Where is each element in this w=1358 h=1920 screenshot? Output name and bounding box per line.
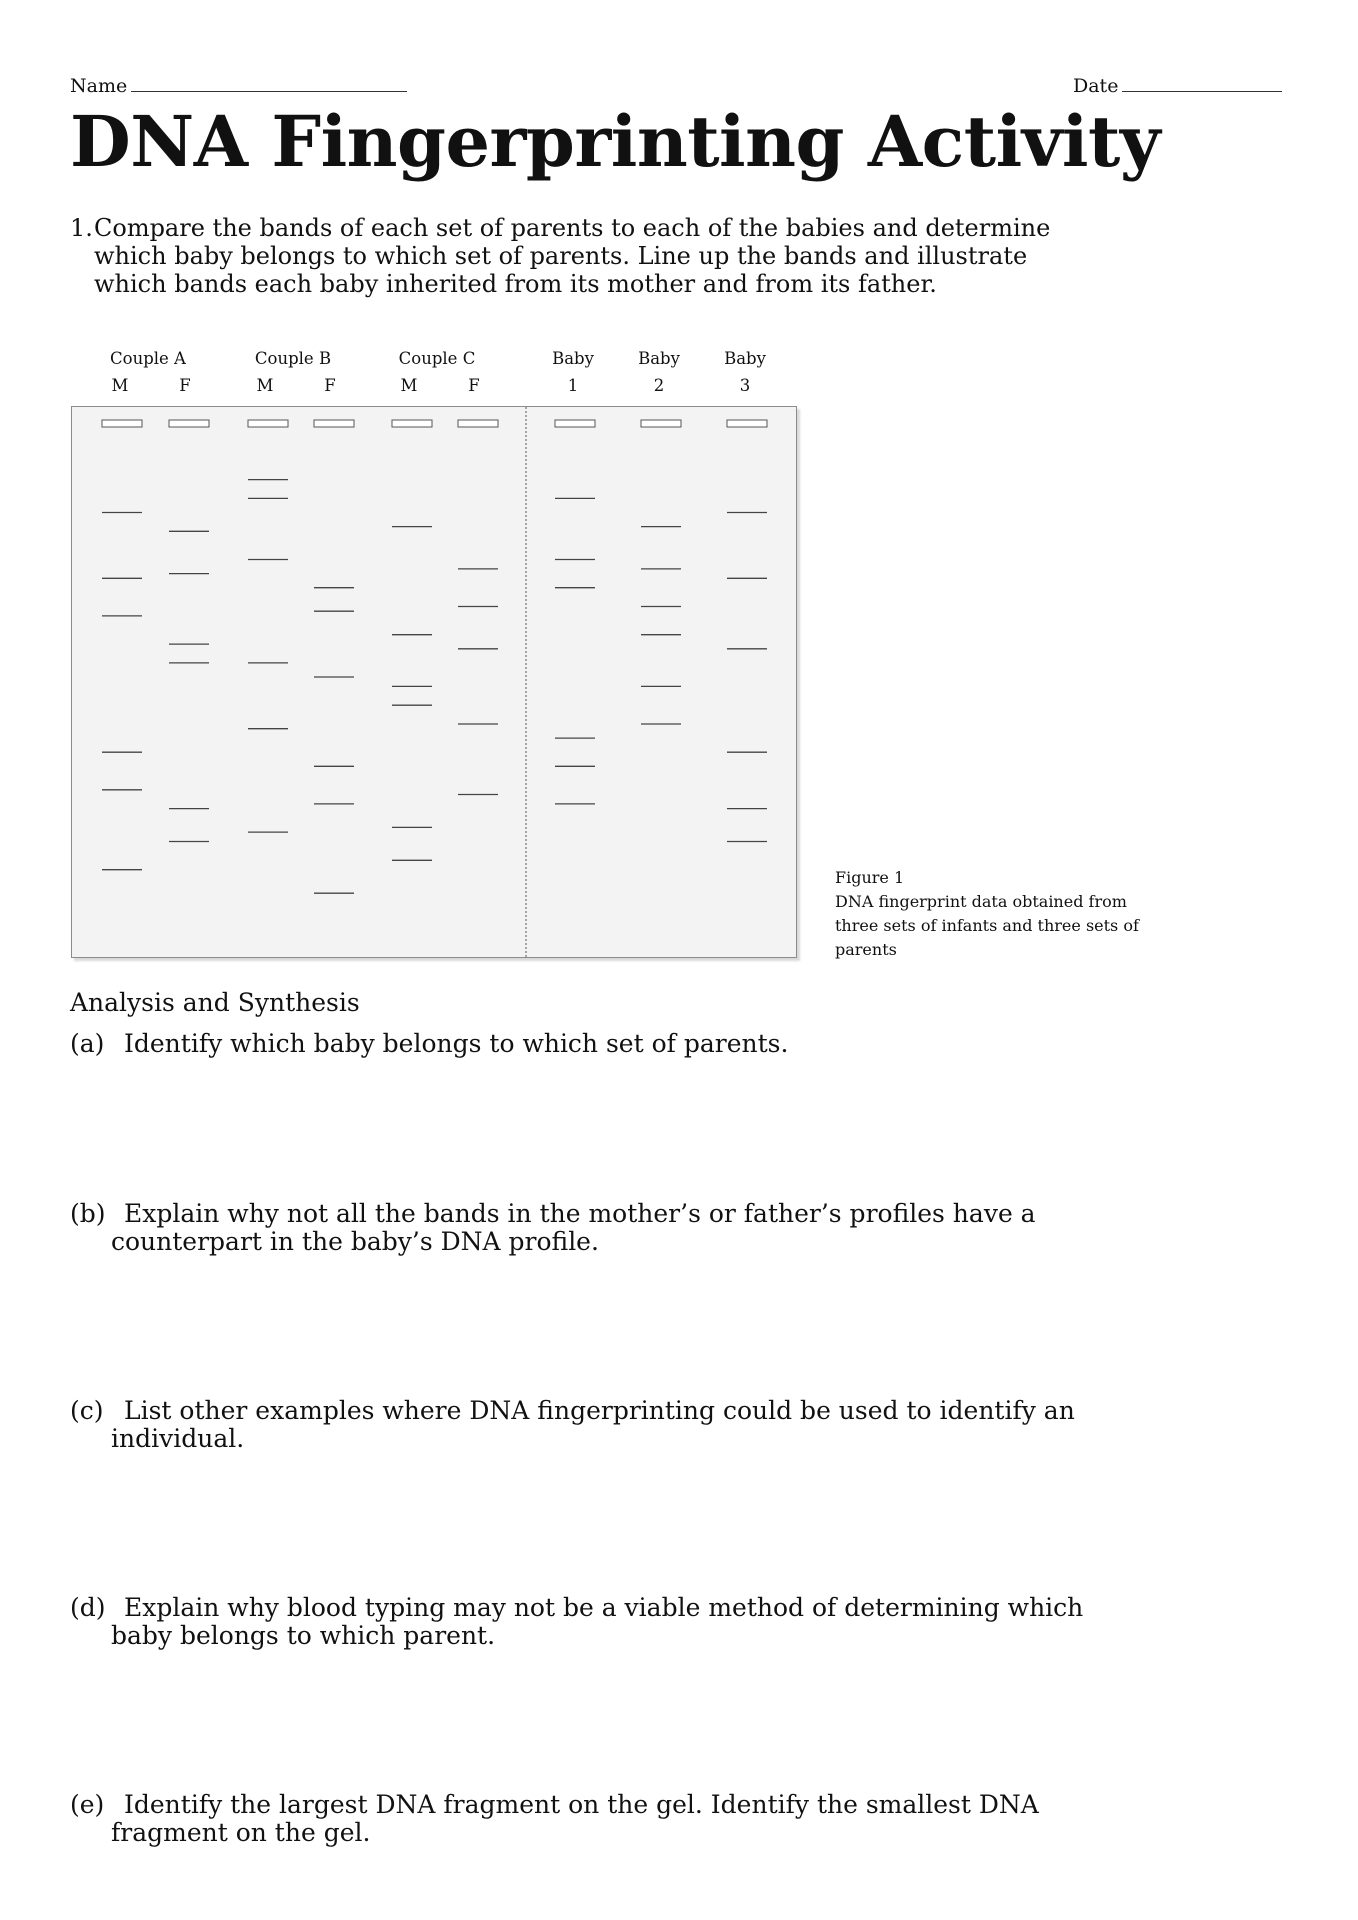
date-field[interactable] <box>1073 75 1282 97</box>
question-b-line-2: counterpart in the baby’s DNA profile. <box>111 1227 599 1256</box>
lane-label-a-f: F <box>179 376 191 395</box>
question-e-line-2: fragment on the gel. <box>111 1818 371 1847</box>
lane-label-baby-1: 1 <box>567 376 579 395</box>
caption-line-4: parents <box>835 940 897 959</box>
date-blank[interactable] <box>1122 90 1282 92</box>
question-e <box>70 1791 1150 1847</box>
question-d-label: (d) <box>70 1593 106 1622</box>
group-label-couple-a: Couple A <box>110 349 186 368</box>
well-c-m <box>392 420 432 427</box>
question-d <box>70 1594 1150 1650</box>
gel-figure <box>71 406 797 958</box>
caption-line-3: three sets of infants and three sets of <box>835 916 1139 935</box>
question-1-number: 1. <box>70 214 93 242</box>
caption-line-2: DNA fingerprint data obtained from <box>835 892 1127 911</box>
lane-label-baby-2: 2 <box>653 376 665 395</box>
name-field[interactable] <box>70 75 407 97</box>
question-b <box>70 1200 1150 1256</box>
question-b-label: (b) <box>70 1199 106 1228</box>
lane-label-baby-3: 3 <box>739 376 751 395</box>
question-e-line-1: Identify the largest DNA fragment on the gel. Identify the smallest DNA <box>124 1790 1039 1819</box>
question-c-line-2: individual. <box>111 1424 245 1453</box>
group-label-baby-1: Baby <box>552 349 594 368</box>
group-label-couple-b: Couple B <box>254 349 332 368</box>
lane-label-b-f: F <box>324 376 336 395</box>
gel-svg <box>72 407 796 957</box>
page-title: DNA Fingerprinting Activity <box>70 100 1160 183</box>
question-b-line-1: Explain why not all the bands in the mother’s or father’s profiles have a <box>124 1199 1036 1228</box>
question-a-line-1: Identify which baby belongs to which set of parents. <box>124 1029 789 1058</box>
figure-caption <box>835 866 1175 962</box>
well-a-f <box>169 420 209 427</box>
well-b-f <box>314 420 354 427</box>
lane-label-b-m: M <box>256 376 274 395</box>
question-c-label: (c) <box>70 1396 104 1425</box>
well-baby-1 <box>555 420 595 427</box>
well-baby-3 <box>727 420 767 427</box>
question-1 <box>70 214 1130 298</box>
well-baby-2 <box>641 420 681 427</box>
group-label-baby-3: Baby <box>724 349 766 368</box>
question-1-line-2: which baby belongs to which set of parents. Line up the bands and illustrate <box>94 242 1028 270</box>
well-b-m <box>248 420 288 427</box>
lane-label-a-m: M <box>111 376 129 395</box>
question-1-line-3: which bands each baby inherited from its mother and from its father. <box>94 270 937 298</box>
question-d-line-2: baby belongs to which parent. <box>111 1621 496 1650</box>
question-c <box>70 1397 1150 1453</box>
name-label: Name <box>70 75 128 97</box>
caption-line-1: Figure 1 <box>835 868 905 887</box>
lane-label-c-m: M <box>400 376 418 395</box>
name-blank[interactable] <box>131 90 407 92</box>
well-a-m <box>102 420 142 427</box>
well-c-f <box>458 420 498 427</box>
question-a-label: (a) <box>70 1029 105 1058</box>
question-e-label: (e) <box>70 1790 105 1819</box>
group-label-couple-c: Couple C <box>398 349 476 368</box>
question-a <box>70 1030 1150 1058</box>
group-label-baby-2: Baby <box>638 349 680 368</box>
lane-label-c-f: F <box>468 376 480 395</box>
question-d-line-1: Explain why blood typing may not be a viable method of determining which <box>124 1593 1084 1622</box>
question-1-line-1: Compare the bands of each set of parents to each of the babies and determine <box>94 214 1051 242</box>
question-c-line-1: List other examples where DNA fingerprinting could be used to identify an <box>124 1396 1075 1425</box>
date-label: Date <box>1073 75 1119 97</box>
analysis-heading: Analysis and Synthesis <box>70 988 360 1017</box>
